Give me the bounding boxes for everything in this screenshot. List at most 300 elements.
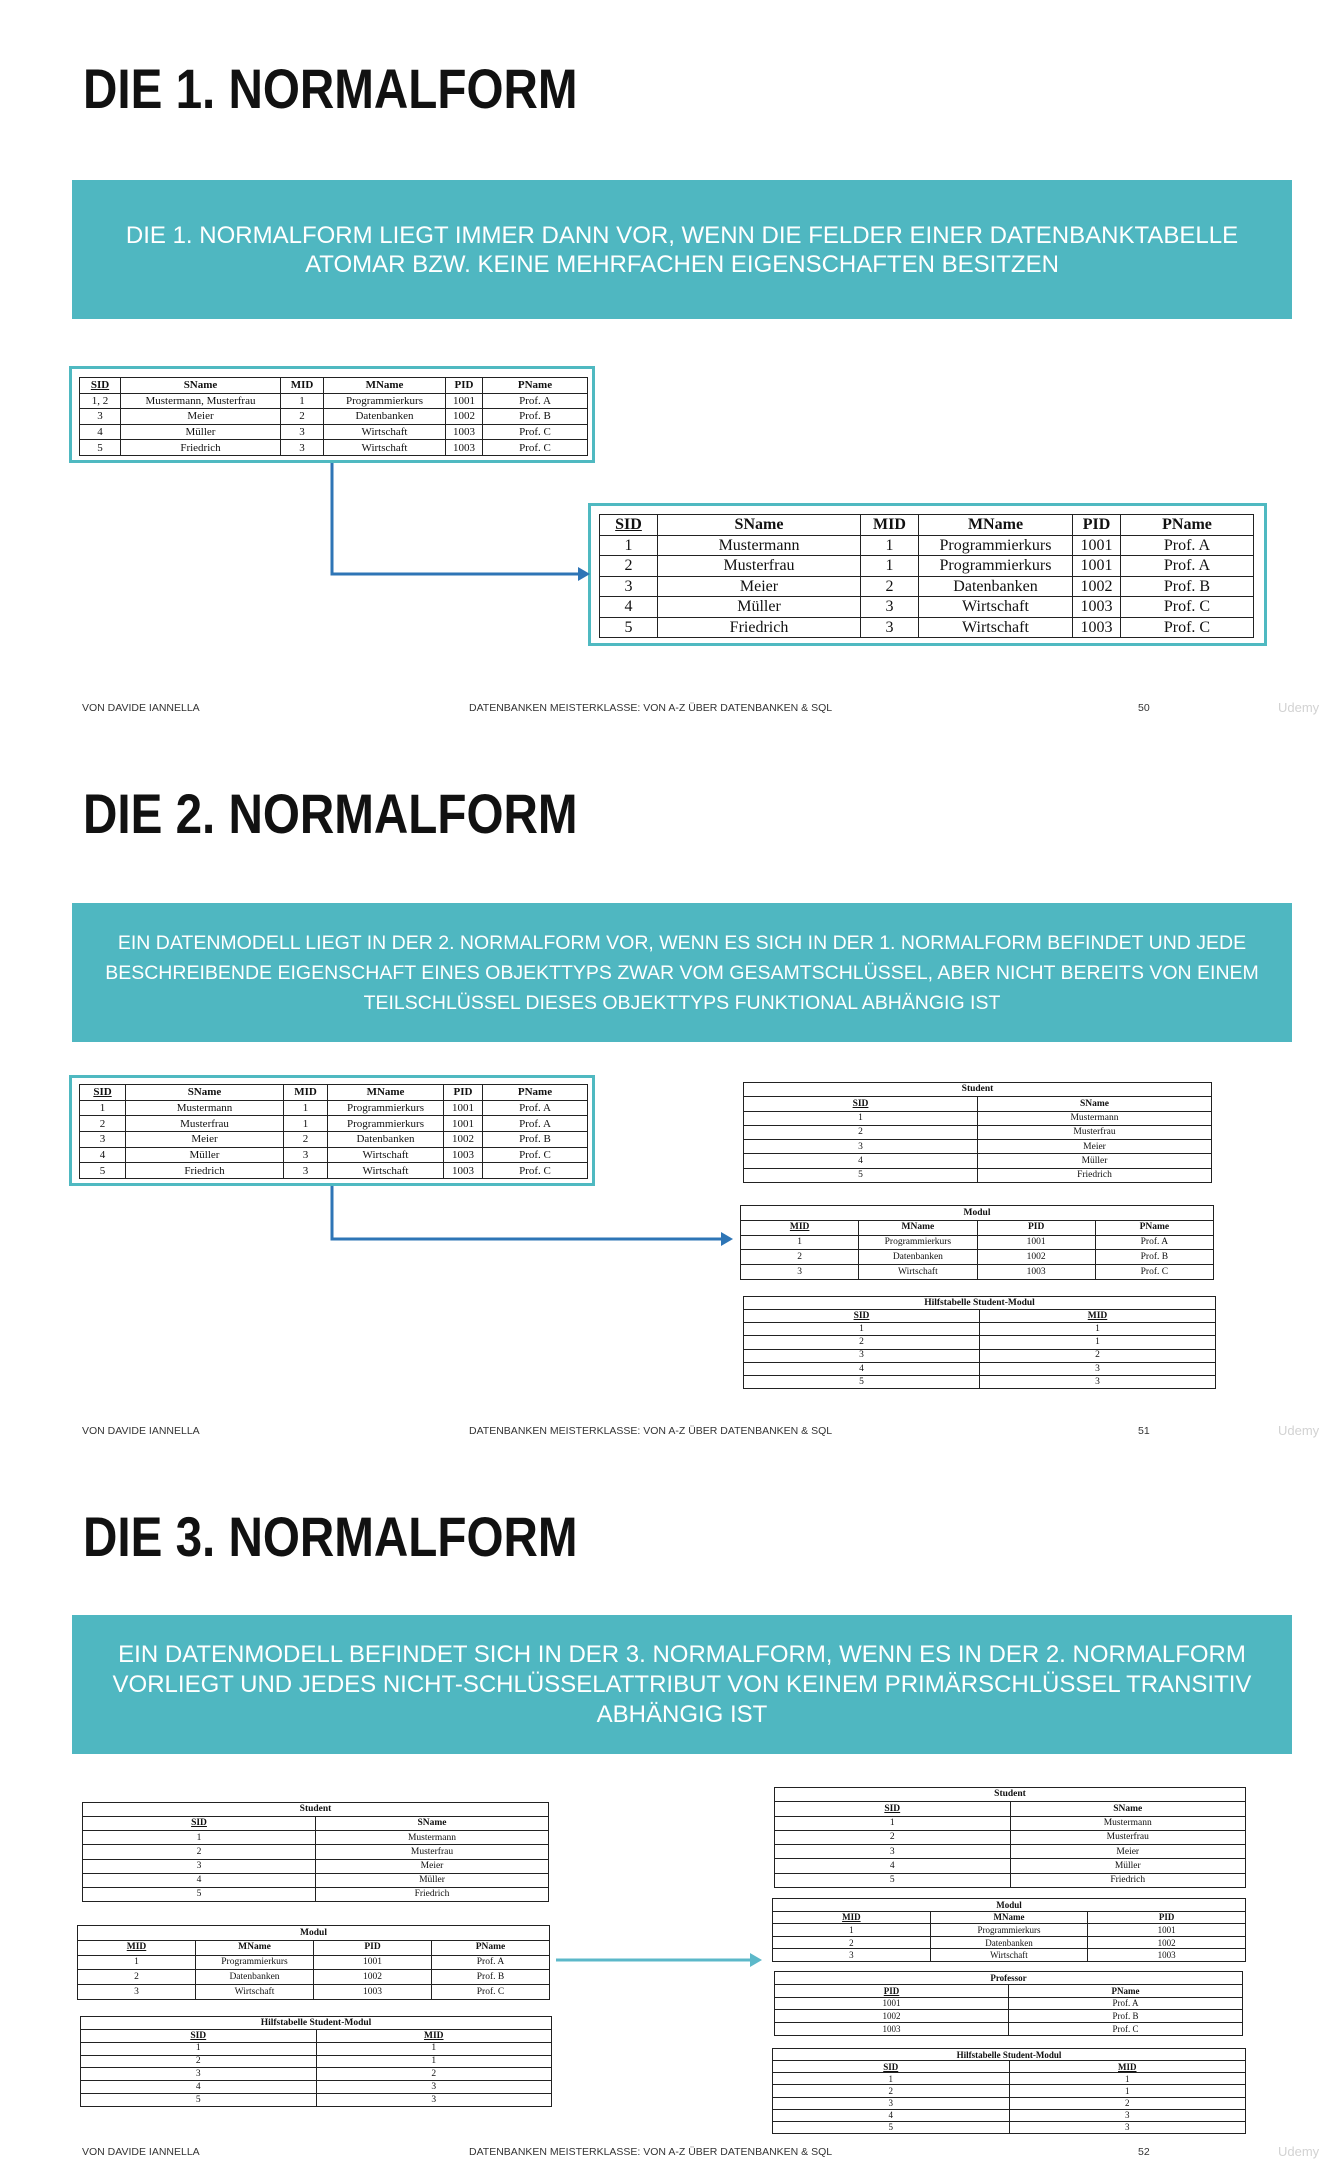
table-cell: Programmierkurs [919,556,1073,577]
table-cell: 1 [980,1336,1216,1349]
table-row [78,1970,550,1985]
page-number: 52 [1138,2146,1150,2158]
table-row [83,1831,549,1845]
table-cell: Datenbanken [859,1250,977,1265]
table-cell: Datenbanken [328,1131,444,1147]
table-cell: 4 [80,424,121,440]
table-cell: Musterfrau [316,1845,549,1859]
column-header: MName [859,1220,977,1235]
table-cell: 2 [1009,2097,1246,2109]
table-cell: 3 [83,1859,316,1873]
table-cell: Meier [978,1140,1212,1154]
table-row [775,1997,1243,2010]
table-cell: 1 [80,1100,126,1116]
table-cell: Prof. C [483,424,588,440]
table-cell: 1002 [446,409,483,425]
table-student-modul [743,1296,1216,1389]
table-row [744,1125,1212,1139]
table-row [744,1140,1212,1154]
table-cell: 3 [78,1985,196,2000]
table-caption: Hilfstabelle Student-Modul [81,2017,552,2030]
table-cell: Programmierkurs [919,535,1073,556]
table-row [775,1859,1246,1873]
column-header: MName [328,1085,444,1101]
column-header: MName [196,1940,314,1955]
table-cell: 3 [773,2097,1010,2109]
table-cell: 4 [81,2081,317,2094]
header-row [775,1802,1246,1816]
column-header: PID [446,378,483,394]
table-cell: Friedrich [1010,1873,1246,1887]
table-cell: Friedrich [978,1168,1212,1182]
table-row [741,1265,1214,1280]
table-cell: Wirtschaft [324,424,446,440]
table-row [600,556,1254,577]
udemy-watermark: Udemy [1278,1423,1320,1438]
table-student [743,1082,1212,1183]
column-header: MID [281,378,324,394]
table-cell: Prof. C [1121,617,1254,638]
table-row [775,1845,1246,1859]
table-cell: 2 [80,1116,126,1132]
table-cell: 1002 [1088,1936,1246,1949]
table-cell: 1 [773,2073,1010,2085]
table-caption: Modul [773,1899,1246,1912]
column-header: PID [1088,1911,1246,1924]
table-cell: 3 [744,1349,980,1362]
table-cell: 1001 [444,1116,483,1132]
table-cell: Prof. A [432,1955,550,1970]
table-cell: 3 [861,617,919,638]
table-row [773,2085,1246,2097]
table-cell: 3 [744,1140,978,1154]
header-row [78,1940,550,1955]
table-cell: 1 [980,1323,1216,1336]
footer-author: VON DAVIDE IANNELLA [82,2146,200,2158]
table-professor [774,1971,1243,2036]
table-cell: 1002 [977,1250,1095,1265]
table-cell: 1001 [314,1955,432,1970]
table-row [744,1349,1216,1362]
definition-box [72,180,1292,319]
table-cell: 1002 [314,1970,432,1985]
table-cell: 1001 [446,393,483,409]
table-cell: 3 [980,1375,1216,1388]
table-row [741,1235,1214,1250]
table-cell: 2 [281,409,324,425]
table-cell: 2 [775,1830,1011,1844]
table-student-modul [80,2016,552,2107]
column-header: PID [1073,515,1121,536]
caption-row [775,1972,1243,1985]
header-row [83,1817,549,1831]
table-cell: 3 [861,597,919,618]
table-cell: 4 [773,2109,1010,2121]
table-cell: Mustermann [316,1831,549,1845]
table-cell: 2 [83,1845,316,1859]
table-grid [743,1082,1212,1183]
definition-line: TEILSCHLÜSSEL DIESES OBJEKTTYPS FUNKTIONAL ABHÄNGIG IST [363,991,1001,1014]
column-header: PName [483,378,588,394]
table-row [80,409,588,425]
table-row [80,440,588,456]
table-first-normal-form [79,1084,587,1179]
definition-line: ABHÄNGIG IST [596,1700,768,1728]
header-row [775,1984,1243,1997]
table-row [773,2097,1246,2109]
table-cell: 1 [316,2055,552,2068]
arrow-head-icon [750,1953,762,1967]
table-cell: 1 [775,1816,1011,1830]
table-cell: Mustermann, Musterfrau [121,393,281,409]
column-header: PID [314,1940,432,1955]
table-cell: 2 [741,1250,859,1265]
header-row [81,2029,552,2042]
caption-row [773,1899,1246,1912]
table-caption: Student [775,1788,1246,1802]
table-cell: 1 [284,1100,328,1116]
table-cell: 2 [980,1349,1216,1362]
column-header: SID [600,515,658,536]
table-cell: Müller [316,1873,549,1887]
column-header: SID [775,1802,1011,1816]
column-header: MID [1009,2061,1246,2073]
table-caption: Professor [775,1972,1243,1985]
table-cell: 5 [744,1375,980,1388]
table-cell: 2 [600,556,658,577]
slide-title: DIE 3. NORMALFORM [83,1505,578,1568]
table-cell: 1 [861,556,919,577]
definition-line: DIE 1. NORMALFORM LIEGT IMMER DANN VOR, WENN DIE FELDER EINER DATENBANKTABELLE [125,221,1239,249]
table-cell: 3 [281,424,324,440]
definition-line: ATOMAR BZW. KEINE MEHRFACHEN EIGENSCHAFTEN BESITZEN [305,250,1059,278]
table-row [600,535,1254,556]
table-cell: 4 [600,597,658,618]
table-caption: Student [744,1083,1212,1097]
table-cell: Mustermann [658,535,861,556]
table-cell: 1 [281,393,324,409]
footer-author: VON DAVIDE IANNELLA [82,1425,200,1437]
header-row [741,1220,1214,1235]
table-cell: 5 [600,617,658,638]
table-grid [774,1971,1243,2036]
header-row [600,515,1254,536]
table-caption: Student [83,1803,549,1817]
table-cell: 3 [773,1949,931,1962]
table-cell: Müller [658,597,861,618]
table-cell: 4 [775,1859,1011,1873]
table-row [773,1924,1246,1937]
table-cell: Wirtschaft [919,617,1073,638]
table-cell: 1003 [1088,1949,1246,1962]
table-cell: 1, 2 [80,393,121,409]
slide-title: DIE 2. NORMALFORM [83,782,578,845]
column-header: PName [432,1940,550,1955]
column-header: SName [658,515,861,536]
caption-row [81,2017,552,2030]
table-cell: 1 [284,1116,328,1132]
table-cell: 3 [980,1362,1216,1375]
table-cell: 3 [81,2068,317,2081]
column-header: PName [1095,1220,1213,1235]
column-header: MName [930,1911,1088,1924]
table-student [82,1802,549,1902]
table-modul [772,1898,1246,1962]
table-row [773,2121,1246,2133]
table-cell: Prof. B [1095,1250,1213,1265]
table-cell: Musterfrau [126,1116,284,1132]
table-grid [82,1802,549,1902]
table-cell: 1003 [446,424,483,440]
table-cell: 1001 [444,1100,483,1116]
table-row [600,617,1254,638]
column-header: SName [121,378,281,394]
table-grid [740,1205,1214,1280]
table-cell: 1 [316,2042,552,2055]
table-cell: Meier [316,1859,549,1873]
table-row [773,2109,1246,2121]
footer-course: DATENBANKEN MEISTERKLASSE: VON A-Z ÜBER DATENBANKEN & SQL [469,1425,833,1437]
table-cell: 1003 [444,1147,483,1163]
table-cell: Programmierkurs [324,393,446,409]
table-cell: Müller [1010,1859,1246,1873]
slide-title: DIE 1. NORMALFORM [83,57,578,120]
table-cell: Mustermann [978,1111,1212,1125]
table-cell: 1001 [1088,1924,1246,1937]
arrow-head-icon [721,1232,733,1246]
column-header: SID [744,1310,980,1323]
table-cell: 1002 [1073,576,1121,597]
table-cell: 1 [81,2042,317,2055]
table-cell: 3 [281,440,324,456]
column-header: MID [316,2029,552,2042]
column-header: MID [861,515,919,536]
table-grid [772,1898,1246,1962]
table-cell: Prof. C [432,1985,550,2000]
table-row [81,2094,552,2107]
table-row [775,1873,1246,1887]
table-row [775,1816,1246,1830]
footer-course: DATENBANKEN MEISTERKLASSE: VON A-Z ÜBER DATENBANKEN & SQL [469,702,833,714]
table-grid [774,1787,1246,1888]
table-cell: Programmierkurs [328,1116,444,1132]
table-cell: 1003 [1073,597,1121,618]
column-header: PName [1121,515,1254,536]
table-cell: Prof. C [483,1147,588,1163]
table-cell: 3 [284,1147,328,1163]
table-cell: 2 [81,2055,317,2068]
definition-line: VORLIEGT UND JEDES NICHT-SCHLÜSSELATTRIBUT VON KEINEM PRIMÄRSCHLÜSSEL TRANSITIV [112,1670,1252,1698]
table-cell: 1003 [977,1265,1095,1280]
table-cell: Prof. A [1095,1235,1213,1250]
table-cell: 3 [1009,2121,1246,2133]
table-cell: Prof. A [483,393,588,409]
table-cell: Prof. B [1009,2010,1243,2023]
table-cell: Programmierkurs [328,1100,444,1116]
column-header: SID [80,378,121,394]
table-row [744,1154,1212,1168]
table-cell: 1 [1009,2073,1246,2085]
table-cell: 2 [773,2085,1010,2097]
column-header: SID [773,2061,1010,2073]
table-student-modul [772,2048,1246,2134]
table-cell: Friedrich [121,440,281,456]
table-caption: Modul [741,1206,1214,1221]
table-modul [77,1925,550,2000]
table-first-normal-form [599,514,1253,638]
table-cell: Musterfrau [1010,1830,1246,1844]
table-row [83,1845,549,1859]
table-row [83,1873,549,1887]
header-row [773,1911,1246,1924]
udemy-watermark: Udemy [1278,2144,1320,2159]
table-cell: Wirtschaft [328,1163,444,1179]
table-cell: Wirtschaft [196,1985,314,2000]
table-student [774,1787,1246,1888]
table-cell: 1002 [444,1131,483,1147]
arrow-line [332,463,580,574]
table-cell: Prof. B [1121,576,1254,597]
table-cell: Prof. B [432,1970,550,1985]
table-cell: 1 [83,1831,316,1845]
column-header: SName [316,1817,549,1831]
table-cell: 5 [744,1168,978,1182]
table-grid [79,1084,588,1179]
table-cell: 1 [1009,2085,1246,2097]
column-header: MID [284,1085,328,1101]
table-grid [772,2048,1246,2134]
column-header: SName [978,1097,1212,1111]
header-row [80,1085,588,1101]
table-cell: 3 [741,1265,859,1280]
table-caption: Hilfstabelle Student-Modul [773,2049,1246,2061]
table-cell: 5 [80,1163,126,1179]
column-header: MID [980,1310,1216,1323]
table-row [775,1830,1246,1844]
table-cell: 3 [1009,2109,1246,2121]
column-header: MName [324,378,446,394]
table-cell: 4 [744,1154,978,1168]
header-row [744,1097,1212,1111]
table-cell: Datenbanken [919,576,1073,597]
table-cell: 2 [773,1936,931,1949]
table-cell: 5 [81,2094,317,2107]
table-cell: Datenbanken [930,1936,1088,1949]
caption-row [773,2049,1246,2061]
caption-row [83,1803,549,1817]
table-cell: 1 [600,535,658,556]
table-cell: 1003 [1073,617,1121,638]
header-row [744,1310,1216,1323]
table-cell: 1 [744,1323,980,1336]
table-cell: Wirtschaft [930,1949,1088,1962]
table-cell: Prof. A [483,1100,588,1116]
table-caption: Hilfstabelle Student-Modul [744,1297,1216,1310]
table-caption: Modul [78,1926,550,1941]
caption-row [744,1083,1212,1097]
definition-line: BESCHREIBENDE EIGENSCHAFT EINES OBJEKTTYPS ZWAR VOM GESAMTSCHLÜSSEL, ABER NICHT BEREITS VON EINEM [105,961,1259,984]
table-cell: 1003 [444,1163,483,1179]
table-row [80,1116,588,1132]
table-row [744,1168,1212,1182]
table-row [775,2010,1243,2023]
table-cell: Friedrich [316,1887,549,1901]
table-cell: Wirtschaft [324,440,446,456]
column-header: SID [744,1097,978,1111]
table-row [81,2081,552,2094]
table-cell: 4 [744,1362,980,1375]
table-cell: 4 [83,1873,316,1887]
footer-author: VON DAVIDE IANNELLA [82,702,200,714]
table-row [773,2073,1246,2085]
table-row [744,1336,1216,1349]
table-cell: Müller [121,424,281,440]
table-cell: 1 [741,1235,859,1250]
table-cell: Programmierkurs [196,1955,314,1970]
column-header: SName [1010,1802,1246,1816]
table-cell: 1 [861,535,919,556]
table-cell: 1001 [1073,556,1121,577]
table-cell: 1003 [775,2023,1009,2036]
column-header: PID [444,1085,483,1101]
column-header: PID [977,1220,1095,1235]
table-cell: 1003 [446,440,483,456]
header-row [773,2061,1246,2073]
table-row [80,1131,588,1147]
table-cell: Wirtschaft [919,597,1073,618]
table-cell: 1001 [977,1235,1095,1250]
table-row [83,1887,549,1901]
table-row [80,1100,588,1116]
table-row [80,1163,588,1179]
table-cell: 1 [744,1111,978,1125]
column-header: PID [775,1984,1009,1997]
table-row [78,1955,550,1970]
table-cell: 2 [316,2068,552,2081]
table-grid [79,377,588,456]
table-cell: Prof. A [483,1116,588,1132]
page-number: 50 [1138,702,1150,714]
table-cell: Prof. A [1009,1997,1243,2010]
table-cell: Prof. A [1121,556,1254,577]
table-cell: 3 [316,2081,552,2094]
table-row [773,1949,1246,1962]
table-cell: Friedrich [658,617,861,638]
table-row [81,2042,552,2055]
column-header: SID [83,1817,316,1831]
table-grid [743,1296,1216,1389]
table-row [773,1936,1246,1949]
table-row [83,1859,549,1873]
table-cell: Meier [658,576,861,597]
table-cell: Prof. B [483,409,588,425]
column-header: MID [773,1911,931,1924]
table-unnormalized [79,377,587,456]
table-grid [80,2016,552,2107]
table-cell: Meier [126,1131,284,1147]
table-cell: Prof. C [483,440,588,456]
table-cell: Datenbanken [324,409,446,425]
table-row [80,424,588,440]
table-cell: 5 [773,2121,1010,2133]
table-row [744,1111,1212,1125]
table-cell: 2 [78,1970,196,1985]
table-cell: 1 [78,1955,196,1970]
table-modul [740,1205,1214,1280]
column-header: PName [1009,1984,1243,1997]
table-cell: Wirtschaft [859,1265,977,1280]
table-cell: Mustermann [126,1100,284,1116]
